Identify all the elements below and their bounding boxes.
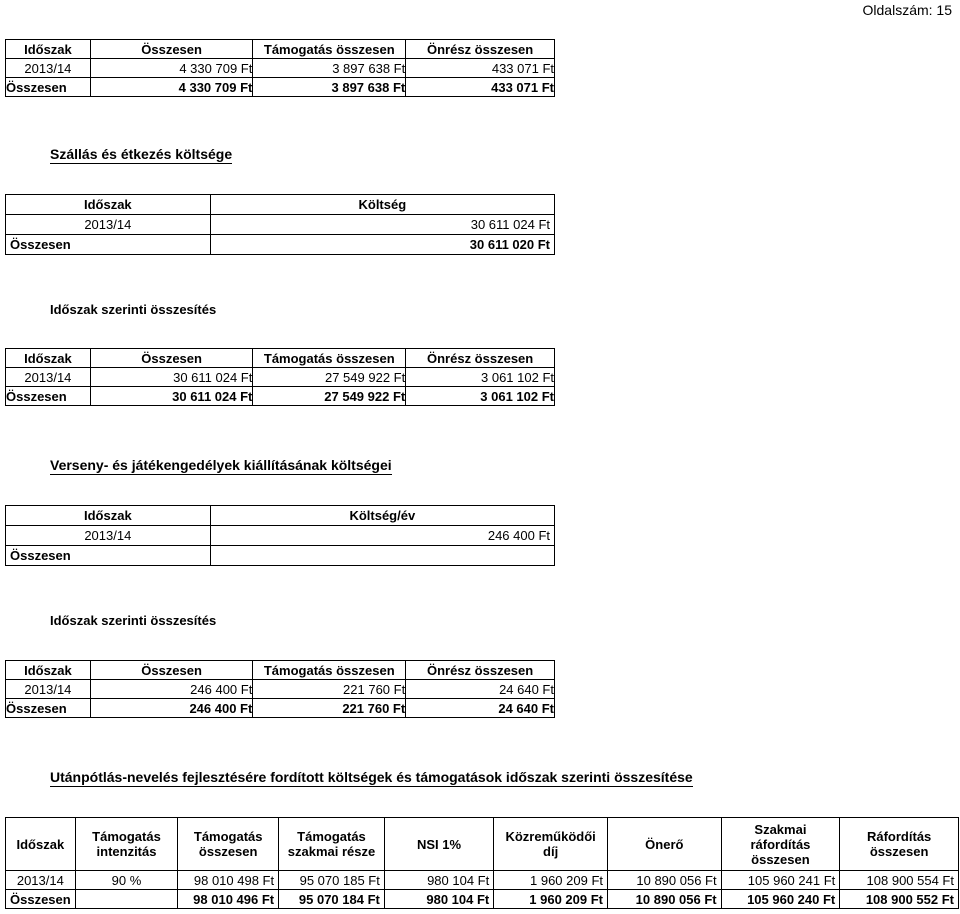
column-header: Támogatás összesen — [178, 818, 279, 871]
summary-title: Időszak szerinti összesítés — [50, 613, 217, 628]
table-total-row — [6, 235, 555, 255]
table-cell: Összesen — [6, 699, 91, 718]
section-title: Utánpótlás-nevelés fejlesztésére fordított költségek és támogatások időszak szerinti összesítése — [50, 769, 693, 785]
table-cell — [210, 546, 554, 566]
column-header: Támogatás összesen — [253, 661, 406, 680]
table-cell: 221 760 Ft — [253, 680, 406, 699]
column-header: Támogatás összesen — [253, 40, 406, 59]
column-header: Ráfordítás összesen — [840, 818, 959, 871]
column-header: Költség — [210, 195, 554, 215]
table-cell: 24 640 Ft — [406, 680, 555, 699]
table-header-row — [6, 661, 555, 680]
cost-table — [5, 505, 555, 566]
summary-table-top — [5, 39, 555, 97]
table-row — [6, 59, 555, 78]
table-cell: Összesen — [6, 890, 76, 909]
table-cell: 2013/14 — [6, 215, 211, 235]
table-row — [6, 368, 555, 387]
table-header-row — [6, 818, 959, 871]
column-header: NSI 1% — [384, 818, 493, 871]
table-cell: 95 070 185 Ft — [279, 871, 385, 890]
column-header: Közreműködői díj — [494, 818, 608, 871]
table-total-row — [6, 546, 555, 566]
column-header: Önerő — [608, 818, 722, 871]
table-cell: 30 611 024 Ft — [90, 387, 253, 406]
table-total-row — [6, 387, 555, 406]
table-header-row — [6, 506, 555, 526]
table-cell: 4 330 709 Ft — [90, 78, 252, 97]
table-row — [6, 526, 555, 546]
table-cell: 24 640 Ft — [406, 699, 555, 718]
column-header: Időszak — [6, 818, 76, 871]
table-cell: 2013/14 — [6, 526, 211, 546]
table-cell: 30 611 024 Ft — [210, 215, 554, 235]
table-cell: 980 104 Ft — [384, 871, 493, 890]
table-cell — [75, 890, 178, 909]
cost-table — [5, 194, 555, 255]
table-cell: 10 890 056 Ft — [608, 890, 722, 909]
table-row — [6, 871, 959, 890]
column-header: Időszak — [6, 349, 91, 368]
table-total-row — [6, 890, 959, 909]
column-header: Időszak — [6, 506, 211, 526]
table-cell: 98 010 498 Ft — [178, 871, 279, 890]
column-header: Időszak — [6, 195, 211, 215]
table-cell: 246 400 Ft — [210, 526, 554, 546]
table-row — [6, 680, 555, 699]
table-cell: 3 897 638 Ft — [253, 59, 406, 78]
table-cell: 246 400 Ft — [90, 680, 252, 699]
table-cell: 3 897 638 Ft — [253, 78, 406, 97]
table-cell: 2013/14 — [6, 871, 76, 890]
table-cell: 2013/14 — [6, 59, 91, 78]
column-header: Szakmai ráfordítás összesen — [721, 818, 840, 871]
table-cell: 108 900 552 Ft — [840, 890, 959, 909]
table-cell: 2013/14 — [6, 368, 91, 387]
table-cell: 1 960 209 Ft — [494, 890, 608, 909]
table-cell: 1 960 209 Ft — [494, 871, 608, 890]
table-cell: 30 611 020 Ft — [210, 235, 554, 255]
page-number: Oldalszám: 15 — [862, 2, 952, 18]
table-cell: 95 070 184 Ft — [279, 890, 385, 909]
table-cell: 30 611 024 Ft — [90, 368, 253, 387]
summary-title: Időszak szerinti összesítés — [50, 302, 217, 317]
summary-table — [5, 660, 555, 718]
column-header: Önrész összesen — [406, 349, 555, 368]
table-cell: 4 330 709 Ft — [90, 59, 252, 78]
table-cell: 2013/14 — [6, 680, 91, 699]
table-total-row — [6, 78, 555, 97]
column-header: Támogatás intenzitás — [75, 818, 178, 871]
table-cell: 221 760 Ft — [253, 699, 406, 718]
table-row — [6, 215, 555, 235]
table-cell: 27 549 922 Ft — [253, 387, 406, 406]
table-cell: 3 061 102 Ft — [406, 368, 555, 387]
table-cell: Összesen — [6, 78, 91, 97]
table-cell: Összesen — [6, 235, 211, 255]
table-cell: Összesen — [6, 387, 91, 406]
table-header-row — [6, 349, 555, 368]
column-header: Támogatás szakmai része — [279, 818, 385, 871]
section-title: Verseny- és játékengedélyek kiállításának költségei — [50, 457, 392, 473]
table-cell: 27 549 922 Ft — [253, 368, 406, 387]
table-cell: Összesen — [6, 546, 211, 566]
section-title: Szállás és étkezés költsége — [50, 146, 233, 162]
table-header-row — [6, 195, 555, 215]
table-cell: 980 104 Ft — [384, 890, 493, 909]
column-header: Összesen — [90, 349, 253, 368]
table-cell: 10 890 056 Ft — [608, 871, 722, 890]
table-cell: 246 400 Ft — [90, 699, 252, 718]
table-cell: 105 960 240 Ft — [721, 890, 840, 909]
table-header-row — [6, 40, 555, 59]
development-costs-table — [5, 817, 959, 909]
column-header: Összesen — [90, 40, 252, 59]
column-header: Költség/év — [210, 506, 554, 526]
column-header: Összesen — [90, 661, 252, 680]
column-header: Időszak — [6, 40, 91, 59]
table-total-row — [6, 699, 555, 718]
column-header: Támogatás összesen — [253, 349, 406, 368]
column-header: Időszak — [6, 661, 91, 680]
table-cell: 98 010 496 Ft — [178, 890, 279, 909]
table-cell: 90 % — [75, 871, 178, 890]
table-cell: 108 900 554 Ft — [840, 871, 959, 890]
table-cell: 433 071 Ft — [406, 78, 555, 97]
table-cell: 433 071 Ft — [406, 59, 555, 78]
table-cell: 105 960 241 Ft — [721, 871, 840, 890]
summary-table — [5, 348, 555, 406]
column-header: Önrész összesen — [406, 661, 555, 680]
column-header: Önrész összesen — [406, 40, 555, 59]
table-cell: 3 061 102 Ft — [406, 387, 555, 406]
